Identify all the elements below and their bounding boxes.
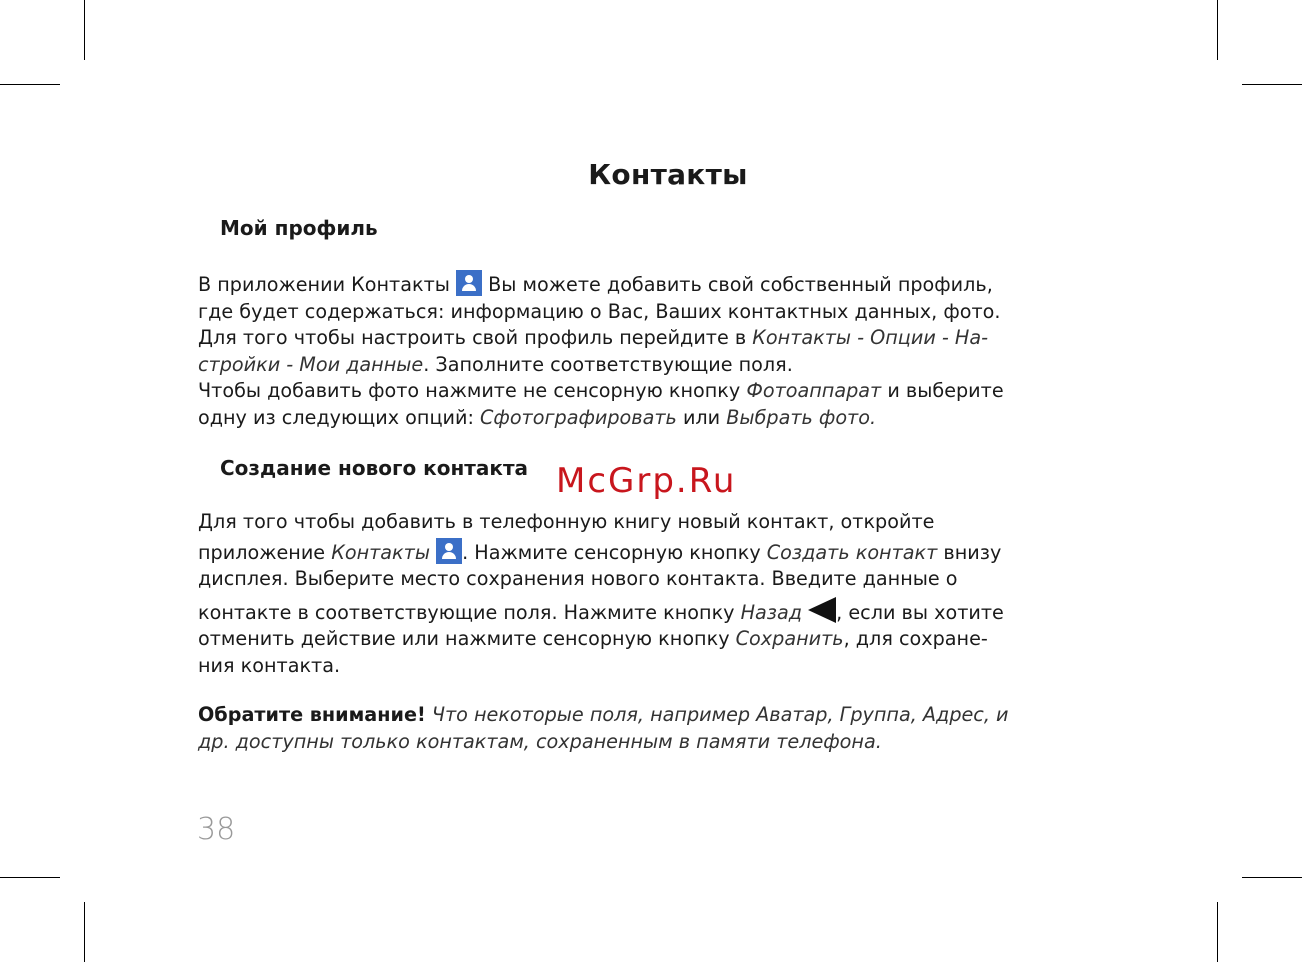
- back-arrow-icon: [808, 597, 836, 623]
- watermark: McGrp.Ru: [556, 461, 737, 501]
- page-number: 38: [197, 812, 236, 847]
- text-line: Вы можете добавить свой собственный профиль,: [488, 273, 993, 296]
- new-contact-paragraph: [198, 509, 1148, 680]
- text-line: . Нажмите сенсорную кнопку: [462, 540, 767, 564]
- note-text: Что некоторые поля, например Аватар, Группа, Адрес, и: [425, 703, 1009, 726]
- text-line: одну из следующих опций:: [198, 405, 481, 429]
- section-heading-new-contact: Создание нового контакта: [220, 456, 529, 480]
- menu-path: стройки - Мои данные: [198, 352, 424, 376]
- text-line: . Заполните соответствующие поля.: [423, 352, 793, 376]
- option-take-photo: Сфотографировать: [480, 405, 677, 429]
- crop-mark: [1217, 902, 1218, 962]
- text-line: , для сохране-: [843, 627, 988, 651]
- text-line: Чтобы добавить фото нажмите не сенсорную кнопку: [198, 379, 747, 403]
- note-paragraph: [198, 702, 1148, 755]
- crop-mark: [0, 84, 60, 85]
- my-profile-paragraph: [198, 270, 1148, 432]
- camera-key-name: Фотоаппарат: [746, 379, 882, 403]
- text-line: и выберите: [881, 379, 1004, 403]
- section-heading-my-profile: Мой профиль: [220, 216, 378, 240]
- crop-mark: [1242, 84, 1302, 85]
- text-line: Для того чтобы настроить свой профиль перейдите в: [198, 326, 753, 350]
- text-line: внизу: [937, 540, 1002, 564]
- text-line: Для того чтобы добавить в телефонную книгу новый контакт, откройте: [198, 510, 935, 533]
- crop-mark: [1242, 877, 1302, 878]
- text-line: В приложении Контакты: [198, 273, 450, 296]
- text-line: или: [676, 405, 727, 429]
- menu-path: Контакты - Опции - На-: [752, 326, 989, 350]
- crop-mark: [0, 877, 60, 878]
- text-line: где будет содержаться: информацию о Вас, Ваших контактных данных, фото.: [198, 299, 1001, 323]
- crop-mark: [1217, 0, 1218, 60]
- text-line: приложение: [198, 540, 332, 564]
- page-title: Контакты: [588, 158, 748, 191]
- text-line: контакте в соответствующие поля. Нажмите кнопку: [198, 600, 741, 624]
- text-line: отменить действие или нажмите сенсорную кнопку: [198, 627, 736, 651]
- crop-mark: [84, 902, 85, 962]
- app-name: Контакты: [331, 540, 430, 564]
- create-contact-key-name: Создать контакт: [766, 540, 938, 564]
- text-line: ния контакта.: [198, 653, 341, 677]
- text-line: , если вы хотите: [836, 600, 1004, 624]
- note-text: др. доступны только контактам, сохраненным в памяти телефона.: [198, 729, 882, 753]
- contacts-app-icon: [456, 270, 482, 296]
- back-key-name: Назад: [740, 600, 803, 624]
- text-line: дисплея. Выберите место сохранения нового контакта. Введите данные о: [198, 567, 958, 591]
- contacts-app-icon: [436, 538, 462, 564]
- crop-mark: [84, 0, 85, 60]
- save-key-name: Сохранить: [735, 627, 844, 651]
- option-choose-photo: Выбрать фото.: [726, 405, 877, 429]
- note-label: Обратите внимание!: [198, 703, 426, 726]
